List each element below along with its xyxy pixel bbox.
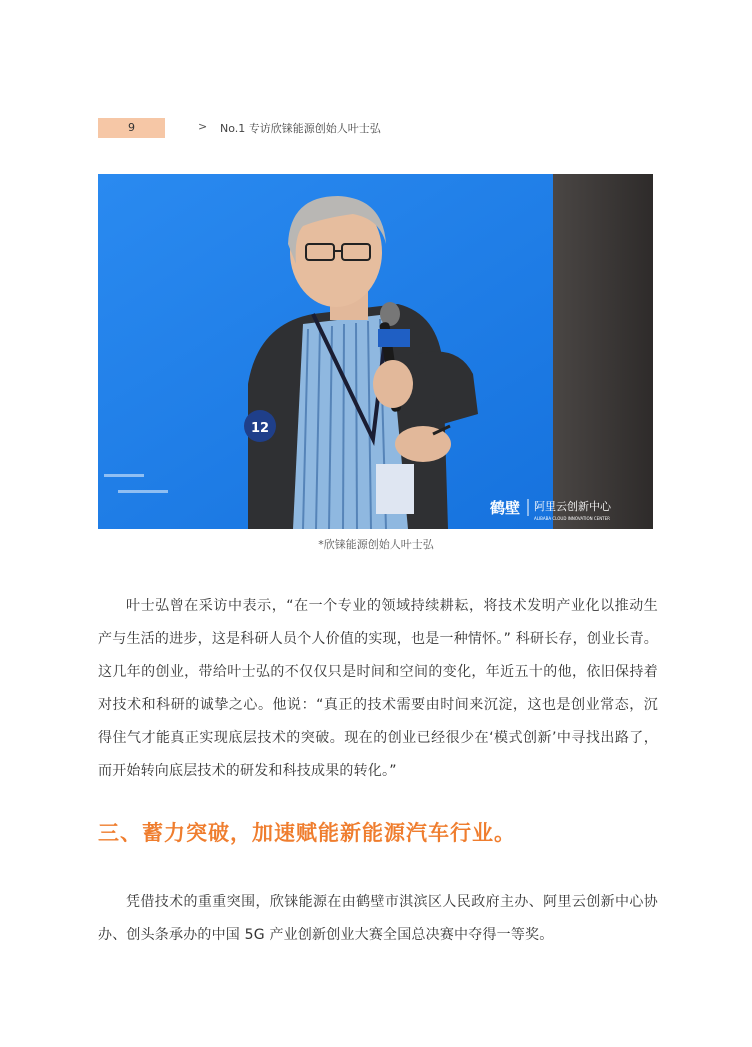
chevron-right-icon: > xyxy=(198,120,208,133)
page-number-badge: 9 xyxy=(98,118,165,138)
logo-text: 鹤壁 xyxy=(490,499,521,517)
paragraph-1: 叶士弘曾在采访中表示，“在一个专业的领域持续耕耘，将技术发明产业化以推动生产与生活的进步，这是科研人员个人价值的实现，也是一种情怀。” 科研长存，创业长青。这几年的创业，带给叶士弘的不仅仅只是时间和空间的变化，年近五十的他，依旧保持着对技术和科研的诚挚之心。他说：“真正的技术需要由时间来沉淀，这也是创业常态，沉得住气才能真正实现底层技术的突破。现在的创业已经很少在‘模式创新’中寻找出路了，而开始转向底层技术的研发和科技成果的转化。” xyxy=(98,598,658,779)
photo-caption: *欣铼能源创始人叶士弘 xyxy=(318,538,434,551)
speaker-photo xyxy=(98,174,653,529)
page-header xyxy=(98,118,658,138)
breadcrumb: No.1 专访欣铼能源创始人叶士弘 xyxy=(220,122,381,135)
badge-number: 12 xyxy=(250,421,270,436)
logo-sub-en: ALIBABA CLOUD INNOVATION CENTER xyxy=(534,516,610,521)
logo-sub-cn: 阿里云创新中心 xyxy=(534,500,611,513)
section-title: 三、蓄力突破，加速赋能新能源汽车行业。 xyxy=(98,821,516,845)
paragraph-2: 凭借技术的重重突围，欣铼能源在由鹤壁市淇滨区人民政府主办、阿里云创新中心协办、创头条承办的中国 5G 产业创新创业大赛全国总决赛中夺得一等奖。 xyxy=(98,894,658,943)
